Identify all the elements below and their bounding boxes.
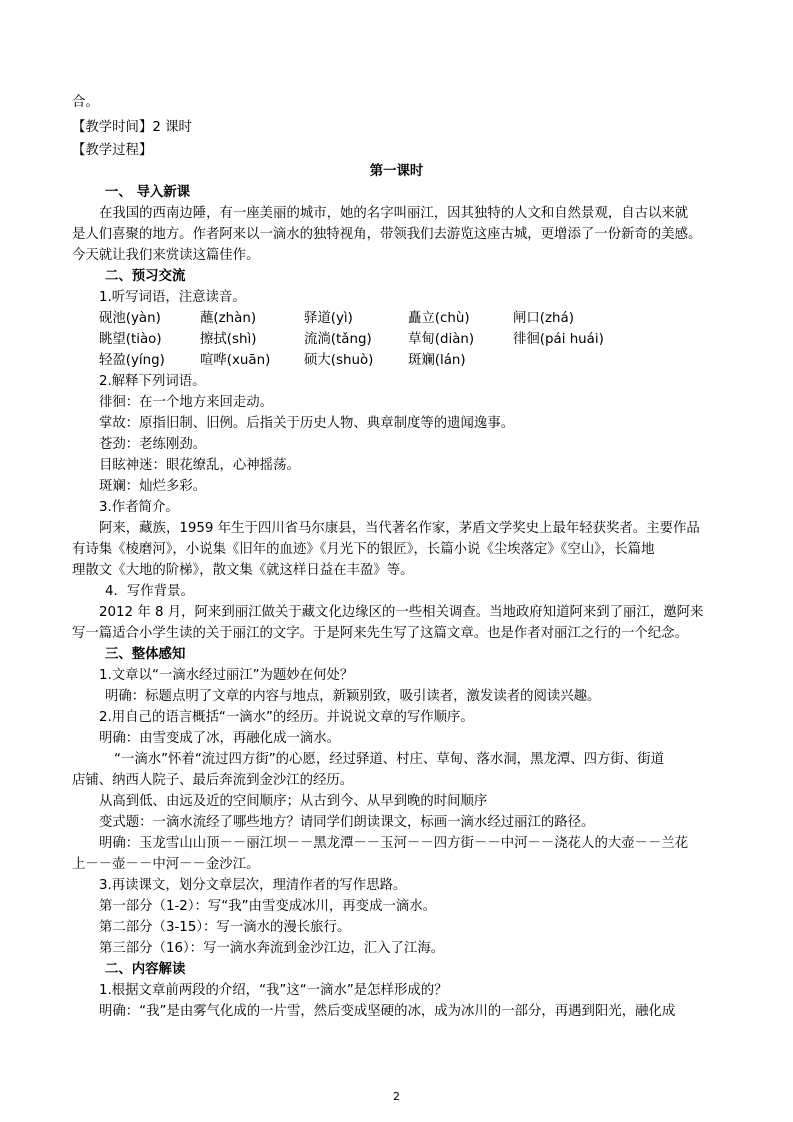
vocab-row bbox=[99, 330, 699, 350]
vocab-item: 轻盈(yíng) bbox=[99, 353, 165, 368]
paragraph-line: 苍劲：老练刚劲。 bbox=[99, 437, 207, 452]
paragraph-line: 斑斓：灿烂多彩。 bbox=[99, 479, 207, 494]
vocab-item: 喧哗(xuān) bbox=[200, 353, 271, 368]
vocab-item: 流淌(tǎng) bbox=[304, 332, 372, 347]
vocab-item: 硕大(shuò) bbox=[304, 353, 374, 368]
paragraph-line: 店铺、纳西人院子、最后奔流到金沙江的经历。 bbox=[72, 773, 354, 788]
paragraph-line: 今天就让我们来赏读这篇佳作。 bbox=[72, 248, 260, 263]
paragraph-line: 写一篇适合小学生读的关于丽江的文字。于是阿来先生写了这篇文章。也是作者对丽江之行的一个纪念。 bbox=[72, 626, 688, 641]
paragraph-line: 1.听写词语，注意读音。 bbox=[99, 290, 246, 305]
paragraph-line: 第二部分（3-15）：写一滴水的漫长旅行。 bbox=[99, 920, 351, 935]
paragraph-line: 2012 年 8 月，阿来到丽江做关于藏文化边缘区的一些相关调查。当地政府知道阿来到了丽江，邀阿来 bbox=[99, 605, 704, 620]
section-heading: 三、整体感知 bbox=[105, 647, 186, 662]
page-number: 2 bbox=[393, 1090, 400, 1103]
paragraph-line: 明确：玉龙雪山山顶－－丽江坝－－黑龙潭－－玉河－－四方街－－中河－－浇花人的大壶－－兰花 bbox=[99, 836, 689, 851]
paragraph-line: 掌故：原指旧制、旧例。后指关于历史人物、典章制度等的遗闻逸事。 bbox=[99, 416, 515, 431]
teaching-process-heading: 【教学过程】 bbox=[72, 143, 153, 158]
vocab-row bbox=[99, 309, 699, 329]
paragraph-line: 变式题：一滴水流经了哪些地方？请同学们朗读课文，标画一滴水经过丽江的路径。 bbox=[99, 815, 595, 830]
vocab-item: 矗立(chù) bbox=[408, 311, 470, 326]
paragraph-line: 阿来，藏族，1959 年生于四川省马尔康县，当代著名作家，茅盾文学奖史上最年轻获奖者。主要作品 bbox=[99, 521, 700, 536]
lesson-title: 第一课时 bbox=[369, 164, 424, 179]
paragraph-line: 明确：“我”是由雾气化成的一片雪，然后变成坚硬的冰，成为冰川的一部分，再遇到阳光，融化成 bbox=[99, 1004, 676, 1019]
vocab-item: 眺望(tiào) bbox=[99, 332, 162, 347]
paragraph-line: 从高到低、由远及近的空间顺序；从古到今、从早到晚的时间顺序 bbox=[99, 794, 488, 809]
paragraph-line: 上－－壶－－中河－－金沙江。 bbox=[72, 857, 260, 872]
vocab-item: 砚池(yàn) bbox=[99, 311, 161, 326]
vocab-item: 斑斓(lán) bbox=[408, 353, 466, 368]
paragraph-line: 2.解释下列词语。 bbox=[99, 374, 206, 389]
paragraph-line: 明确：标题点明了文章的内容与地点，新颖别致，吸引读者，激发读者的阅读兴趣。 bbox=[105, 689, 601, 704]
paragraph-line: 第一部分（1-2）：写“我”由雪变成冰川，再变成一滴水。 bbox=[99, 899, 437, 914]
vocab-item: 蘸(zhàn) bbox=[200, 311, 257, 326]
paragraph-line: 是人们喜聚的地方。作者阿来以一滴水的独特视角，带领我们去游览这座古城，更增添了一份新奇的美感。 bbox=[72, 227, 702, 242]
vocab-row bbox=[99, 351, 699, 371]
teaching-time: 【教学时间】2 课时 bbox=[72, 120, 192, 135]
vocab-item: 草甸(diàn) bbox=[408, 332, 475, 347]
vocab-item: 闸口(zhá) bbox=[513, 311, 574, 326]
paragraph-line: “一滴水”怀着“流过四方街”的心愿，经过驿道、村庄、草甸、落水洞，黑龙潭、四方街、街道 bbox=[114, 752, 664, 767]
paragraph-line: 1.文章以“一滴水经过丽江”为题妙在何处？ bbox=[99, 668, 354, 683]
paragraph-line: 有诗集《棱磨河》，小说集《旧年的血迹》《月光下的银匠》，长篇小说《尘埃落定》《空山》，长篇地 bbox=[72, 542, 655, 557]
paragraph-line: 3.作者简介。 bbox=[99, 500, 179, 515]
paragraph-line: 目眩神迷：眼花缭乱，心神摇荡。 bbox=[99, 458, 300, 473]
text-line: 合。 bbox=[72, 95, 99, 110]
paragraph-line: 4．写作背景。 bbox=[105, 584, 194, 599]
section-heading: 一、 导入新课 bbox=[105, 185, 191, 200]
paragraph-line: 在我国的西南边陲，有一座美丽的城市，她的名字叫丽江，因其独特的人文和自然景观，自古以来就 bbox=[99, 206, 689, 221]
paragraph-line: 第三部分（16）：写一滴水奔流到金沙江边，汇入了江海。 bbox=[99, 941, 445, 956]
vocab-item: 徘徊(pái huái) bbox=[513, 332, 604, 347]
section-heading: 二、预习交流 bbox=[105, 269, 186, 284]
paragraph-line: 徘徊：在一个地方来回走动。 bbox=[99, 395, 274, 410]
paragraph-line: 明确：由雪变成了冰，再融化成一滴水。 bbox=[99, 731, 341, 746]
section-heading: 二、内容解读 bbox=[105, 962, 186, 977]
paragraph-line: 1.根据文章前两段的介绍，“我”这“一滴水”是怎样形成的？ bbox=[99, 983, 448, 998]
paragraph-line: 3.再读课文，划分文章层次，理清作者的写作思路。 bbox=[99, 878, 407, 893]
vocab-item: 擦拭(shì) bbox=[200, 332, 257, 347]
paragraph-line: 2.用自己的语言概括“一滴水”的经历。并说说文章的写作顺序。 bbox=[99, 710, 474, 725]
vocab-item: 驿道(yì) bbox=[304, 311, 353, 326]
paragraph-line: 理散文《大地的阶梯》，散文集《就这样日益在丰盈》等。 bbox=[72, 563, 414, 578]
